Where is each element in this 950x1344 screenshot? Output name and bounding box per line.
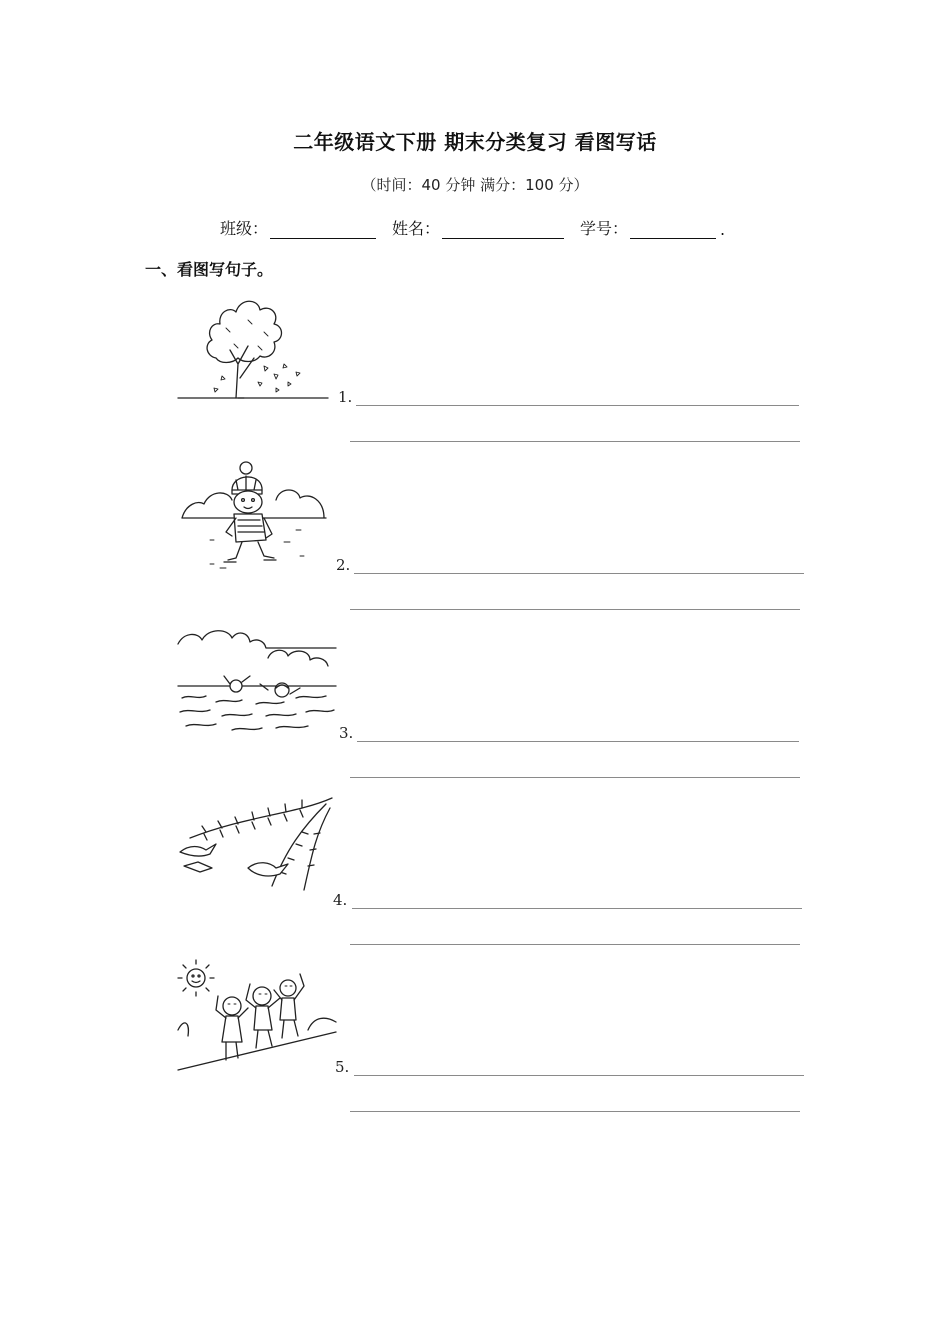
item-3-answer-line-2[interactable] (350, 777, 800, 778)
end-mark: . (720, 220, 726, 239)
item-1-answer-line-2[interactable] (350, 441, 800, 442)
item-5-number: 5. (335, 1058, 350, 1076)
children-dancing-sunshine-picture (176, 960, 338, 1072)
page-title: 二年级语文下册 期末分类复习 看图写话 (293, 130, 657, 154)
willow-branches-swallows-picture (176, 794, 336, 900)
student-info-row (220, 216, 725, 239)
item-3-number: 3. (339, 724, 354, 742)
item-2-answer-line-1[interactable] (354, 573, 804, 574)
name-label: 姓名： (392, 219, 441, 238)
section-heading: 一、看图写句子。 (145, 260, 274, 279)
item-4-answer-line-1[interactable] (352, 908, 802, 909)
item-4-number: 4. (333, 891, 348, 909)
tree-shedding-leaves-picture (178, 288, 330, 404)
item-4-answer-line-2[interactable] (350, 944, 800, 945)
item-1-number: 1. (338, 388, 353, 406)
student-id-blank[interactable] (630, 220, 716, 239)
item-3-answer-line-1[interactable] (357, 741, 799, 742)
name-blank[interactable] (442, 220, 564, 239)
item-1-answer-line-1[interactable] (356, 405, 799, 406)
item-2-answer-line-2[interactable] (350, 609, 800, 610)
children-swimming-picture (176, 628, 338, 740)
item-5-answer-line-2[interactable] (350, 1111, 800, 1112)
class-blank[interactable] (270, 220, 376, 239)
student-id-label: 学号： (580, 219, 629, 238)
child-walking-in-winter-picture (180, 460, 328, 572)
item-2-number: 2. (336, 556, 351, 574)
exam-time-score: （时间：40 分钟 满分：100 分） (361, 176, 589, 194)
item-5-answer-line-1[interactable] (354, 1075, 804, 1076)
class-label: 班级： (220, 219, 269, 238)
